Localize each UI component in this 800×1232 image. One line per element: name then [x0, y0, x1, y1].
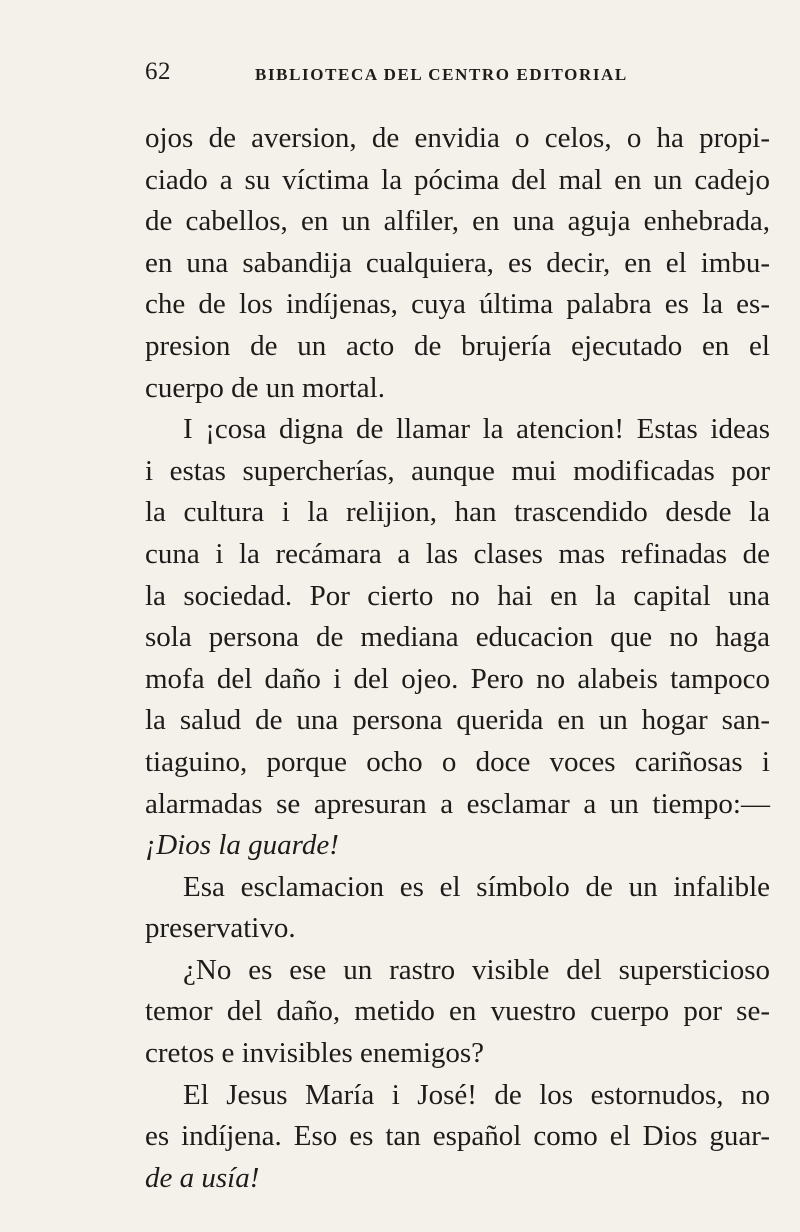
text-line: es indíjena. Eso es tan español como el Dios guar-	[145, 1120, 770, 1153]
text-line: cretos e invisibles enemigos?	[145, 1037, 485, 1070]
page-number: 62	[145, 58, 171, 85]
text-line: tiaguino, porque ocho o doce voces cariñosas i	[145, 745, 770, 778]
text-line: en una sabandija cualquiera, es decir, en el imbu-	[145, 246, 770, 279]
text-line: mofa del daño i del ojeo. Pero no alabeis tampoco	[145, 662, 770, 695]
text-line: de a usía!	[145, 1161, 260, 1194]
text-line: ¡Dios la guarde!	[145, 829, 339, 862]
text-line: cuna i la recámara a las clases mas refinadas de	[145, 537, 770, 570]
text-line: ojos de aversion, de envidia o celos, o ha propi-	[145, 122, 770, 154]
text-line: alarmadas se apresuran a esclamar a un tiempo:—	[145, 787, 770, 820]
text-line: temor del daño, metido en vuestro cuerpo por se-	[145, 995, 770, 1028]
text-line: ciado a su víctima la pócima del mal en un cadejo	[145, 163, 770, 196]
body-text	[145, 118, 770, 1199]
text-line: la salud de una persona querida en un hogar san-	[145, 704, 770, 737]
text-line: la sociedad. Por cierto no hai en la capital una	[145, 579, 770, 612]
text-line: El Jesus María i José! de los estornudos, no	[183, 1078, 770, 1111]
text-line: cuerpo de un mortal.	[145, 371, 385, 404]
text-line: sola persona de mediana educacion que no haga	[145, 621, 770, 654]
text-line: de cabellos, en un alfiler, en una aguja enhebrada,	[145, 205, 770, 238]
running-head	[145, 58, 765, 98]
text-line: I ¡cosa digna de llamar la atencion! Estas ideas	[183, 413, 770, 446]
running-title: BIBLIOTECA DEL CENTRO EDITORIAL	[255, 65, 628, 84]
text-line: la cultura i la relijion, han trascendido desde la	[145, 496, 770, 529]
text-line: i estas supercherías, aunque mui modificadas por	[145, 454, 770, 487]
text-line: presion de un acto de brujería ejecutado en el	[145, 329, 770, 362]
text-line: preservativo.	[145, 912, 296, 945]
text-line: ¿No es ese un rastro visible del supersticioso	[183, 953, 770, 986]
text-line: Esa esclamacion es el símbolo de un infalible	[183, 870, 770, 903]
text-line: che de los indíjenas, cuya última palabra es la es-	[145, 288, 770, 321]
